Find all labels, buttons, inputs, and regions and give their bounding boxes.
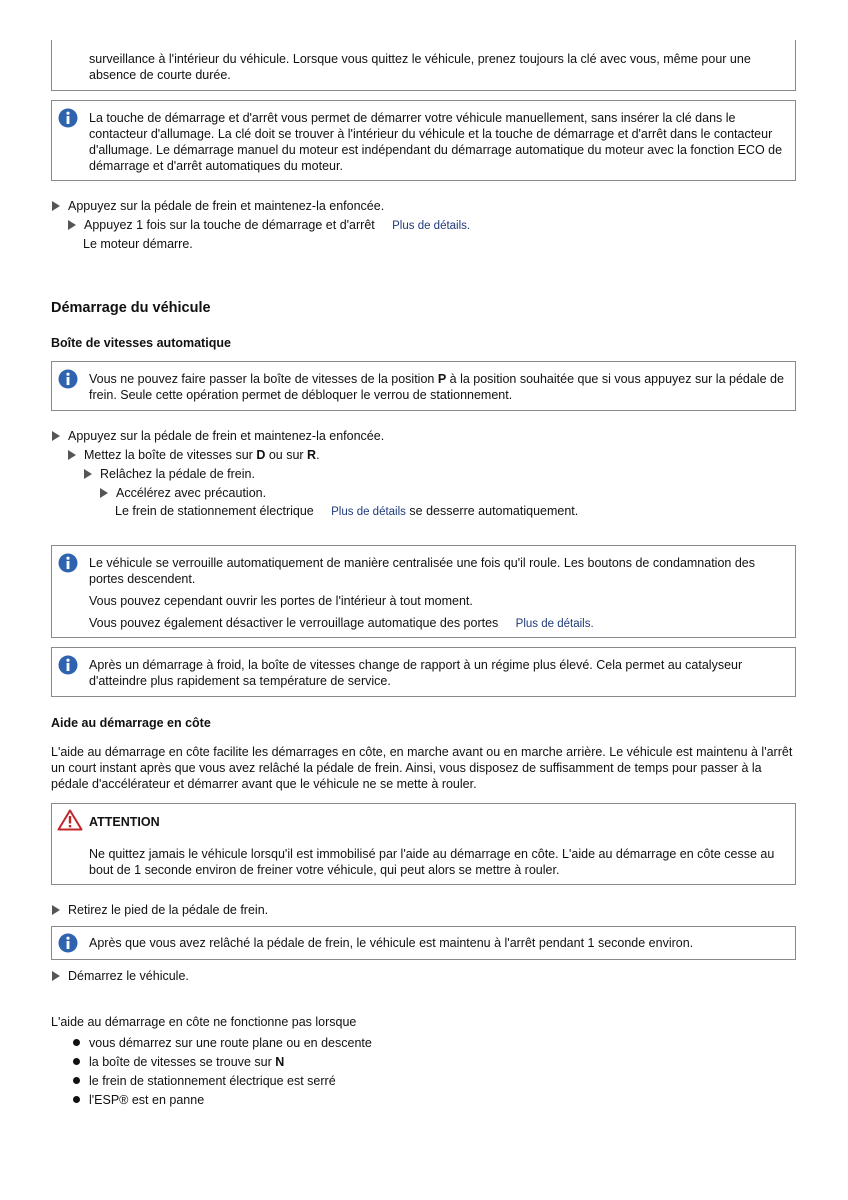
- info-icon: [58, 369, 78, 389]
- info-box-park-lock: [51, 361, 796, 411]
- warning-text: Ne quittez jamais le véhicule lorsqu'il est immobilisé par l'aide au démarrage en côte. L'aide au démarrage en côte cesse au bout de 1 seconde environ de freiner votre véhicule, qui peut alors se mettre à rouler.: [89, 847, 775, 877]
- info-icon: [58, 108, 78, 128]
- list-item-text-part: la boîte de vitesses se trouve sur: [89, 1055, 276, 1069]
- info-text: [89, 615, 785, 632]
- info-box-central-locking: [51, 545, 796, 638]
- step-result-text: se desserre automatiquement.: [405, 504, 579, 518]
- step-text: Mettez la boîte de vitesses sur: [84, 448, 257, 462]
- warning-triangle-icon: [57, 809, 83, 831]
- step-text: Appuyez sur la pédale de frein et maintenez-la enfoncée.: [68, 199, 385, 213]
- bullet-icon: [73, 1039, 80, 1046]
- step-text: Retirez le pied de la pédale de frein.: [68, 903, 269, 917]
- info-text: Vous pouvez cependant ouvrir les portes de l'intérieur à tout moment.: [89, 594, 473, 608]
- step-text: Appuyez 1 fois sur la touche de démarrage et d'arrêt: [84, 218, 375, 232]
- gear-position-d: D: [256, 448, 266, 462]
- info-text: Après un démarrage à froid, la boîte de vitesses change de rapport à un régime plus élevé. Cela permet au catalyseur d'atteindre plus rapidement sa température de service.: [89, 658, 743, 688]
- bullet-icon: [73, 1096, 80, 1103]
- step-result: Le moteur démarre.: [83, 237, 193, 251]
- step-text: Appuyez sur la pédale de frein et maintenez-la enfoncée.: [68, 429, 385, 443]
- step-arrow-icon: [68, 220, 76, 230]
- info-icon: [58, 655, 78, 675]
- safety-note-text: surveillance à l'intérieur du véhicule. Lorsque vous quittez le véhicule, prenez toujours la clé avec vous, même pour une absence de courte durée.: [89, 52, 751, 82]
- step-arrow-icon: [52, 971, 60, 981]
- step-result: [115, 503, 578, 520]
- step-text: ou sur: [265, 448, 308, 462]
- bullet-icon: [73, 1058, 80, 1065]
- punctuation: .: [466, 220, 471, 232]
- step-arrow-icon: [52, 431, 60, 441]
- list-item-text: vous démarrez sur une route plane ou en descente: [89, 1036, 372, 1050]
- subsection-title-automatic: Boîte de vitesses automatique: [51, 336, 231, 350]
- punctuation: .: [316, 448, 320, 462]
- subsection-title-hill-start: Aide au démarrage en côte: [51, 716, 211, 730]
- more-details-link[interactable]: Plus de détails: [392, 220, 467, 232]
- info-text: Le véhicule se verrouille automatiquement de manière centralisée une fois qu'il roule. Les boutons de condamnation des portes descendent.: [89, 556, 755, 586]
- list-item-text: le frein de stationnement électrique est serré: [89, 1074, 336, 1088]
- step-result-text: Le frein de stationnement électrique: [115, 504, 314, 518]
- info-text-part: à la position souhaitée que si vous appuyez sur la pédale de frein. Seule cette opération permet de débloquer le verrou de stationnement.: [89, 372, 784, 402]
- more-details-link[interactable]: Plus de détails: [331, 506, 406, 518]
- info-box-cold-start: [51, 647, 796, 697]
- step-arrow-icon: [52, 201, 60, 211]
- more-details-link[interactable]: Plus de détails: [515, 618, 591, 630]
- step-arrow-icon: [84, 469, 92, 479]
- info-icon: [58, 933, 78, 953]
- bullet-icon: [73, 1077, 80, 1084]
- safety-note-box: [51, 40, 796, 91]
- list-item-text: l'ESP® est en panne: [89, 1093, 205, 1107]
- step-arrow-icon: [52, 905, 60, 915]
- info-box-start-stop: [51, 100, 796, 181]
- info-icon: [58, 553, 78, 573]
- step-text: Démarrez le véhicule.: [68, 969, 189, 983]
- step-text: Accélérez avec précaution.: [116, 486, 267, 500]
- gear-position-r: R: [307, 448, 317, 462]
- step-arrow-icon: [100, 488, 108, 498]
- gear-position-n: N: [275, 1055, 285, 1069]
- punctuation: .: [590, 618, 594, 630]
- list-intro: L'aide au démarrage en côte ne fonctionne pas lorsque: [51, 1015, 357, 1029]
- info-text: [89, 371, 785, 403]
- info-box-hold-duration: [51, 926, 796, 960]
- list-item-text: [89, 1054, 284, 1070]
- section-title: Démarrage du véhicule: [51, 300, 211, 316]
- gear-position-p: P: [437, 372, 447, 386]
- step-text: Relâchez la pédale de frein.: [100, 467, 255, 481]
- info-text: Après que vous avez relâché la pédale de frein, le véhicule est maintenu à l'arrêt pendant 1 seconde environ.: [89, 936, 694, 950]
- info-text: La touche de démarrage et d'arrêt vous permet de démarrer votre véhicule manuellement, sans insérer la clé dans le contacteur d'allumage. La clé doit se trouver à l'intérieur du véhicule et la touche de démarrage et d'arrêt dans le contacteur d'allumage. Le démarrage manuel du moteur est indépendant du démarrage automatique du moteur avec la fonction ECO de démarrage et d'arrêt automatiques du moteur.: [89, 111, 783, 173]
- step-arrow-icon: [68, 450, 76, 460]
- info-text-part: Vous pouvez également désactiver le verrouillage automatique des portes: [89, 616, 499, 630]
- warning-title: ATTENTION: [89, 815, 160, 829]
- info-text-part: Vous ne pouvez faire passer la boîte de vitesses de la position: [89, 372, 438, 386]
- hill-start-paragraph: L'aide au démarrage en côte facilite les démarrages en côte, en marche avant ou en marche arrière. Le véhicule est maintenu à l'arrêt un court instant après que vous avez relâché la pédale de frein. Ainsi, vous disposez de suffisamment de temps pour passer à la pédale d'accélérateur et démarrer avant que le véhicule ne se mette à rouler.: [51, 745, 793, 791]
- warning-box: [51, 803, 796, 885]
